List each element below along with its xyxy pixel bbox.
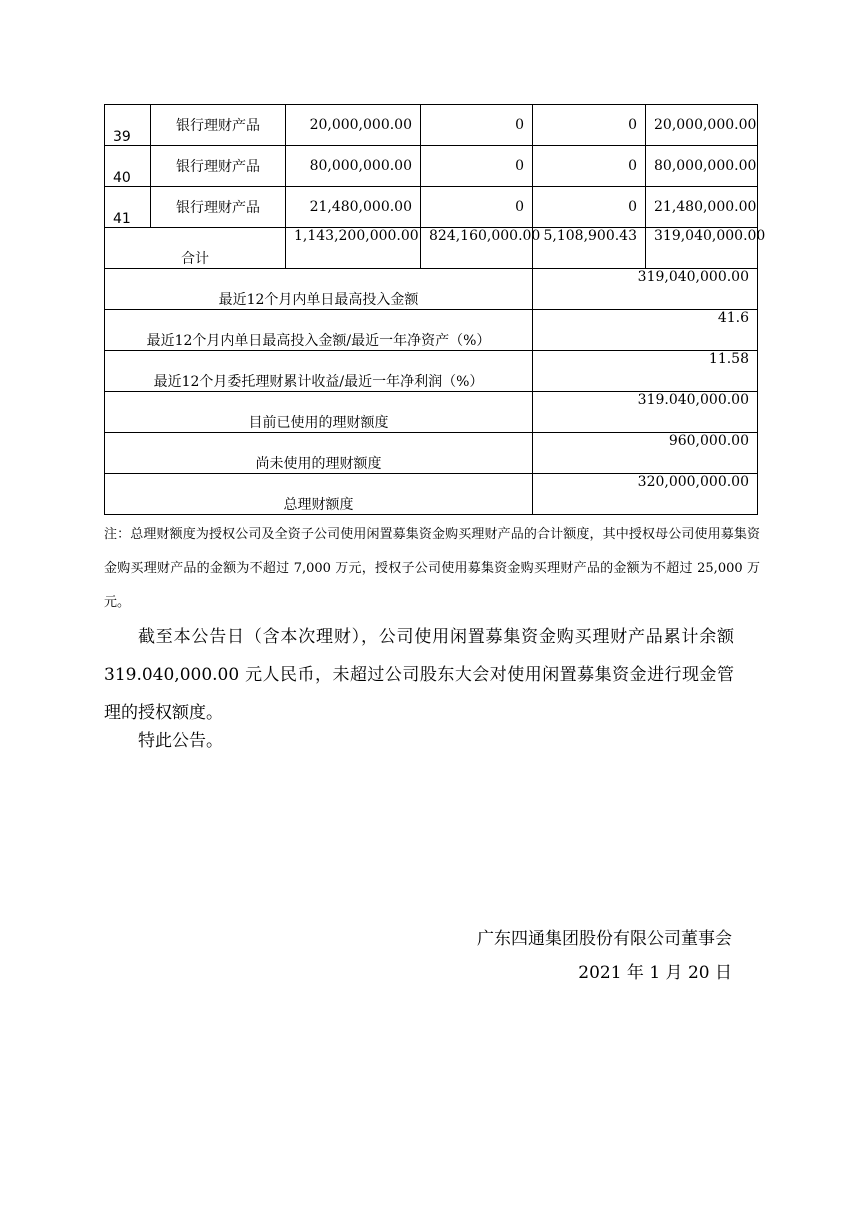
table-row bbox=[105, 187, 758, 228]
summary-value: 960,000.00 bbox=[533, 433, 758, 474]
amount-cell: 0 bbox=[421, 105, 533, 146]
total-cell: 319,040,000.00 bbox=[646, 228, 758, 269]
summary-row bbox=[105, 392, 758, 433]
summary-label: 目前已使用的理财额度 bbox=[105, 392, 533, 433]
signature-date: 2021 年 1 月 20 日 bbox=[578, 963, 732, 983]
total-label: 合计 bbox=[105, 228, 286, 269]
product-name: 银行理财产品 bbox=[151, 105, 286, 146]
investment-table bbox=[104, 104, 766, 515]
amount-cell: 20,000,000.00 bbox=[646, 105, 758, 146]
amount-cell: 20,000,000.00 bbox=[286, 105, 421, 146]
signature-org: 广东四通集团股份有限公司董事会 bbox=[477, 929, 732, 949]
amount-cell: 0 bbox=[421, 146, 533, 187]
amount-cell: 80,000,000.00 bbox=[646, 146, 758, 187]
total-cell: 1,143,200,000.00 bbox=[286, 228, 421, 269]
row-number: 41 bbox=[105, 187, 151, 228]
amount-cell: 0 bbox=[421, 187, 533, 228]
total-cell: 5,108,900.43 bbox=[533, 228, 646, 269]
amount-cell: 0 bbox=[533, 146, 646, 187]
summary-row bbox=[105, 351, 758, 392]
closing-paragraph: 特此公告。 bbox=[138, 731, 223, 751]
product-name: 银行理财产品 bbox=[151, 187, 286, 228]
summary-value: 11.58 bbox=[533, 351, 758, 392]
row-number: 39 bbox=[105, 105, 151, 146]
summary-value: 319.040,000.00 bbox=[533, 392, 758, 433]
table-note: 注：总理财额度为授权公司及全资子公司使用闲置募集资金购买理财产品的合计额度，其中授权母公司使用募集资金购买理财产品的金额为不超过 7,000 万元，授权子公司使用募集资金购买理财产品的金额为不超过 25,000 万元。 bbox=[104, 527, 760, 610]
table-row bbox=[105, 146, 758, 187]
total-row bbox=[105, 228, 758, 269]
summary-value: 320,000,000.00 bbox=[533, 474, 758, 515]
summary-value: 319,040,000.00 bbox=[533, 269, 758, 310]
summary-label: 最近12个月内单日最高投入金额 bbox=[105, 269, 533, 310]
product-name: 银行理财产品 bbox=[151, 146, 286, 187]
row-number: 40 bbox=[105, 146, 151, 187]
amount-cell: 21,480,000.00 bbox=[646, 187, 758, 228]
table-row bbox=[105, 105, 758, 146]
summary-row bbox=[105, 269, 758, 310]
amount-cell: 21,480,000.00 bbox=[286, 187, 421, 228]
amount-cell: 0 bbox=[533, 187, 646, 228]
summary-label: 总理财额度 bbox=[105, 474, 533, 515]
amount-cell: 80,000,000.00 bbox=[286, 146, 421, 187]
body-paragraph: 截至本公告日（含本次理财），公司使用闲置募集资金购买理财产品累计余额 319.040,000.00 元人民币，未超过公司股东大会对使用闲置募集资金进行现金管理的授权额度。 bbox=[104, 627, 734, 723]
summary-value: 41.6 bbox=[533, 310, 758, 351]
summary-label: 最近12个月内单日最高投入金额/最近一年净资产（%） bbox=[105, 310, 533, 351]
summary-row bbox=[105, 474, 758, 515]
summary-row bbox=[105, 310, 758, 351]
total-cell: 824,160,000.00 bbox=[421, 228, 533, 269]
summary-label: 最近12个月委托理财累计收益/最近一年净利润（%） bbox=[105, 351, 533, 392]
summary-row bbox=[105, 433, 758, 474]
summary-label: 尚未使用的理财额度 bbox=[105, 433, 533, 474]
amount-cell: 0 bbox=[533, 105, 646, 146]
